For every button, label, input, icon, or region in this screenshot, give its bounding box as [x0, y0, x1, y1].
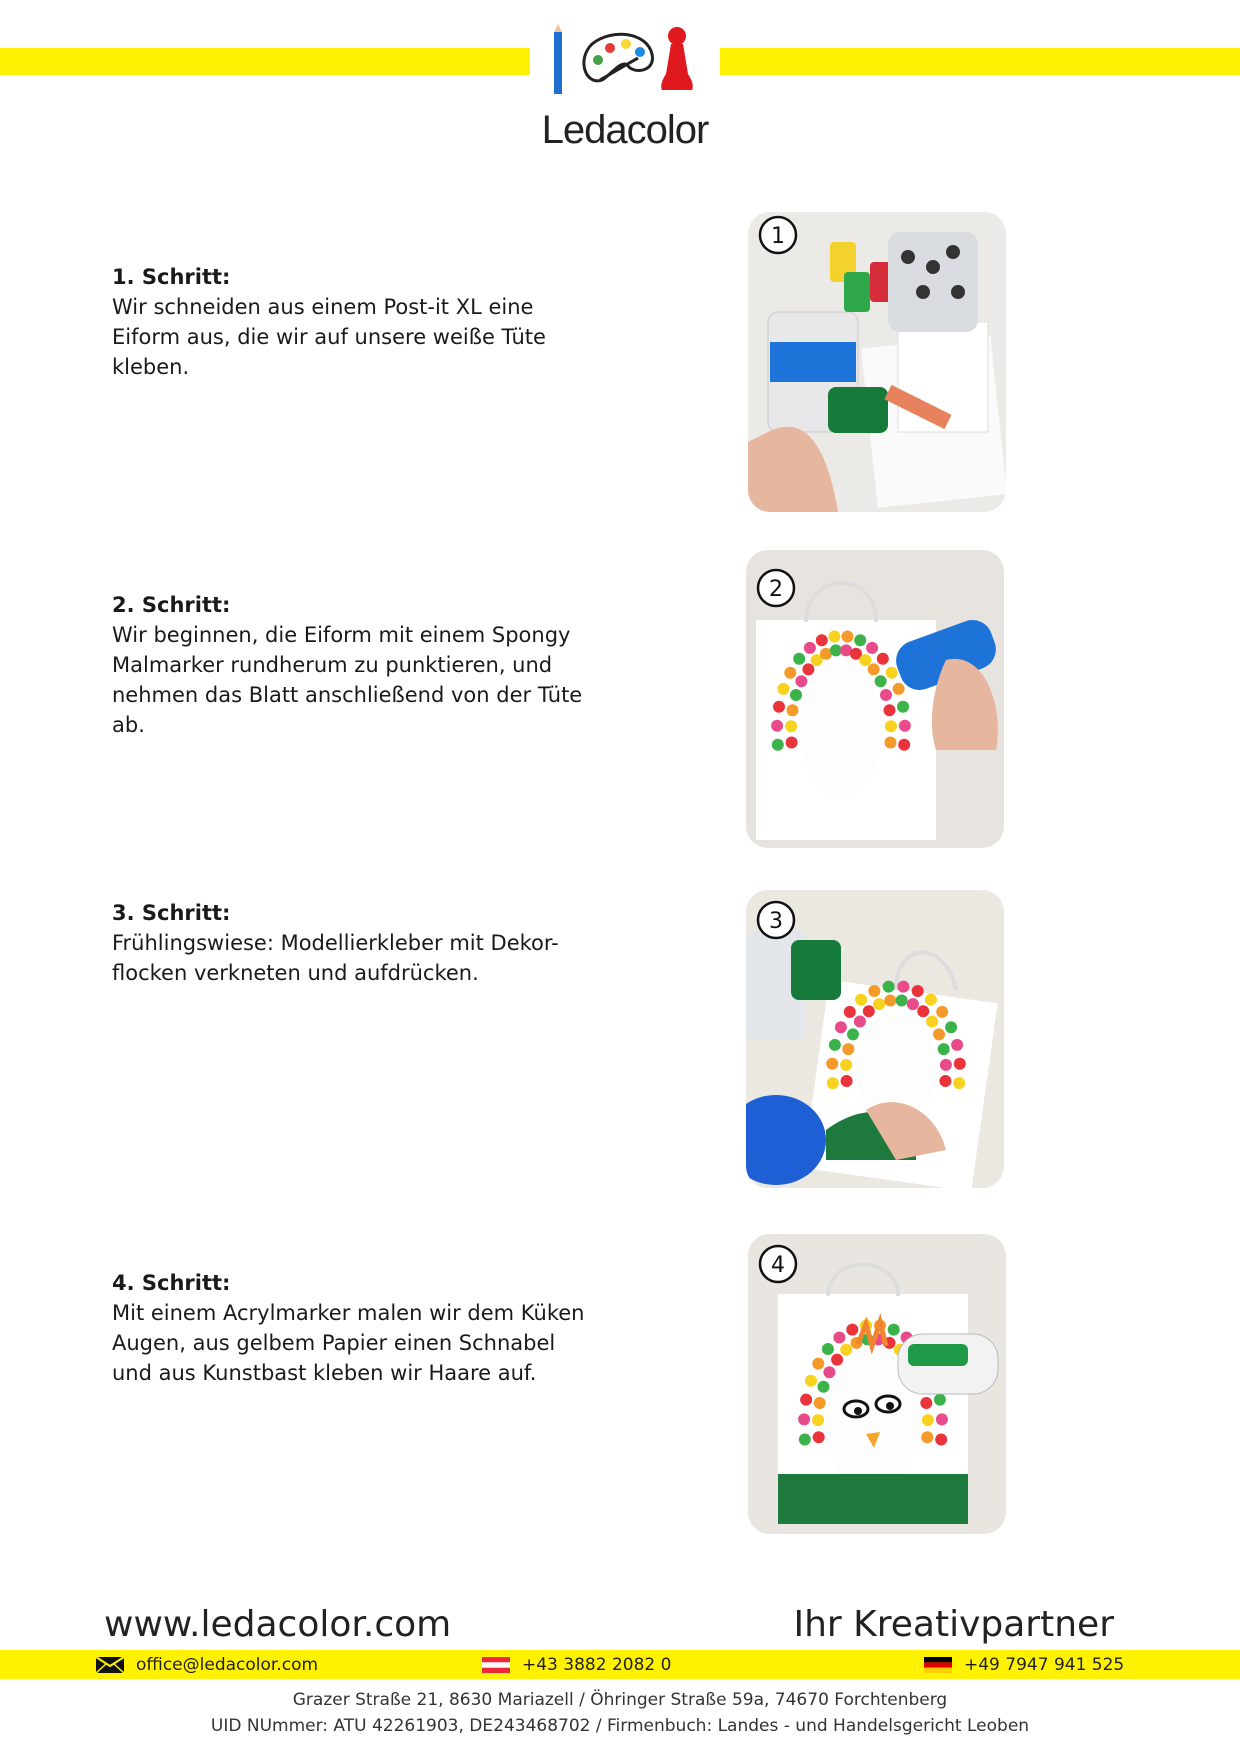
paint-dot	[829, 631, 841, 643]
paint-dot	[772, 739, 784, 751]
paint-dot	[897, 981, 909, 993]
paint-dot	[921, 1431, 933, 1443]
paint-dot	[877, 653, 889, 665]
paint-dot	[899, 720, 911, 732]
paint-dot	[925, 994, 937, 1006]
email-contact[interactable]	[96, 1650, 318, 1679]
paint-dot	[884, 737, 896, 749]
paint-dot	[787, 704, 799, 716]
paint-dot	[840, 1059, 852, 1071]
paint-dot	[922, 1414, 934, 1426]
step-2	[112, 590, 592, 740]
paint-dot	[835, 1021, 847, 1033]
step-text: Mit einem Acrylmarker malen wir dem Küken Augen, aus gelbem Papier einen Schnabel und aus Kunstbast kleben wir Haare auf.	[112, 1301, 585, 1385]
paint-dot	[771, 720, 783, 732]
address-line: Grazer Straße 21, 8630 Mariazell / Öhringer Straße 59a, 74670 Forchtenberg	[292, 1690, 948, 1710]
step-number-badge: 2	[769, 577, 783, 602]
paint-dot	[945, 1021, 957, 1033]
step-1-photo	[748, 212, 1006, 512]
paint-dot	[859, 654, 871, 666]
paint-dot	[920, 1397, 932, 1409]
paint-dot	[939, 1075, 951, 1087]
step-2-photo	[746, 550, 1004, 848]
paint-dot	[953, 1077, 965, 1089]
paint-dot	[884, 704, 896, 716]
paint-dot	[805, 1375, 817, 1387]
paint-dot	[812, 1358, 824, 1370]
step-number-badge: 1	[771, 224, 785, 249]
paint-dot	[854, 634, 866, 646]
paint-dot	[884, 995, 896, 1007]
mail-icon	[96, 1657, 124, 1673]
paint-dot	[886, 667, 898, 679]
step-1	[112, 262, 592, 382]
paint-dot	[907, 998, 919, 1010]
germany-flag-icon	[924, 1657, 952, 1673]
paint-dot	[840, 1344, 852, 1356]
paint-dot	[831, 1354, 843, 1366]
step-text: Frühlingswiese: Modellierkleber mit Dekor-flocken verkneten und aufdrücken.	[112, 931, 559, 985]
paint-dot	[935, 1434, 947, 1446]
paint-dot	[912, 985, 924, 997]
paint-dot	[833, 1332, 845, 1344]
paint-dot	[951, 1039, 963, 1051]
phone-germany[interactable]	[924, 1650, 1124, 1679]
paint-dot	[822, 1343, 834, 1355]
paint-dot	[847, 1028, 859, 1040]
step-4	[112, 1268, 592, 1388]
paint-dot	[854, 1016, 866, 1028]
paint-dot	[814, 1397, 826, 1409]
paint-dot	[898, 739, 910, 751]
step-number-badge: 3	[769, 909, 783, 934]
paint-dot	[893, 683, 905, 695]
paint-dot	[938, 1043, 950, 1055]
ledacolor-logo	[530, 20, 720, 152]
paint-dot	[888, 1324, 900, 1336]
paint-dot	[785, 720, 797, 732]
paint-dot	[818, 1381, 830, 1393]
uid-line: UID NUmmer: ATU 42261903, DE243468702 / Firmenbuch: Landes - und Handelsgericht Leoben	[210, 1716, 1030, 1736]
paint-dot	[897, 701, 909, 713]
paint-dot	[798, 1413, 810, 1425]
paint-dot	[933, 1028, 945, 1040]
paint-dot	[802, 663, 814, 675]
tagline: Ihr Kreativpartner	[793, 1604, 1114, 1645]
paint-dot	[793, 653, 805, 665]
step-title: 1. Schritt:	[112, 265, 231, 289]
paint-dot	[875, 675, 887, 687]
paint-dot	[823, 1366, 835, 1378]
paint-dot	[934, 1394, 946, 1406]
step-text: Wir schneiden aus einem Post-it XL eine Eiform aus, die wir auf unsere weiße Tüte kleben.	[112, 295, 546, 379]
paint-dot	[863, 1005, 875, 1017]
paint-dot	[773, 701, 785, 713]
step-4-photo	[748, 1234, 1006, 1534]
paint-dot	[868, 985, 880, 997]
paint-dot	[885, 720, 897, 732]
email-text: office@ledacolor.com	[136, 1654, 319, 1675]
paint-dot	[842, 631, 854, 643]
paint-dot	[812, 1414, 824, 1426]
paint-dot	[936, 1413, 948, 1425]
paint-dot	[799, 1434, 811, 1446]
paint-dot	[795, 675, 807, 687]
paint-dot	[940, 1059, 952, 1071]
paint-dot	[804, 642, 816, 654]
paint-dot	[883, 981, 895, 993]
paint-dot	[786, 737, 798, 749]
paint-dot	[926, 1016, 938, 1028]
paint-dot	[866, 642, 878, 654]
logo-text: Ledacolor	[541, 108, 709, 152]
step-3	[112, 898, 592, 988]
step-title: 3. Schritt:	[112, 901, 231, 925]
paint-dot	[816, 634, 828, 646]
website-link[interactable]: www.ledacolor.com	[104, 1604, 452, 1645]
paint-dot	[844, 1006, 856, 1018]
paint-dot	[880, 689, 892, 701]
paint-dot	[855, 994, 867, 1006]
paint-dot	[813, 1431, 825, 1443]
step-number-badge: 4	[771, 1253, 785, 1278]
paint-dot	[846, 1324, 858, 1336]
paint-dot	[790, 689, 802, 701]
logo-icons	[542, 24, 708, 104]
paint-dot	[841, 1075, 853, 1087]
footer-yellow-bar	[0, 1650, 1240, 1679]
paint-dot	[936, 1006, 948, 1018]
paint-dot	[896, 995, 908, 1007]
phone-austria[interactable]	[482, 1650, 671, 1679]
paint-dot	[917, 1005, 929, 1017]
paint-dot	[800, 1394, 812, 1406]
paint-dot	[777, 683, 789, 695]
phone-de-text: +49 7947 941 525	[964, 1654, 1125, 1675]
paint-dot	[873, 998, 885, 1010]
phone-at-text: +43 3882 2082 0	[522, 1654, 672, 1675]
paint-dot	[868, 663, 880, 675]
paint-dot	[784, 667, 796, 679]
paint-dot	[842, 1043, 854, 1055]
step-title: 4. Schritt:	[112, 1271, 231, 1295]
step-title: 2. Schritt:	[112, 593, 231, 617]
paint-dot	[826, 1058, 838, 1070]
austria-flag-icon	[482, 1657, 510, 1673]
step-3-photo	[746, 890, 1004, 1188]
paint-dot	[827, 1077, 839, 1089]
paint-dot	[954, 1058, 966, 1070]
paint-dot	[829, 1039, 841, 1051]
step-text: Wir beginnen, die Eiform mit einem Spongy Malmarker rundherum zu punktieren, und nehmen das Blatt anschließend von der Tüte ab.	[112, 623, 583, 737]
